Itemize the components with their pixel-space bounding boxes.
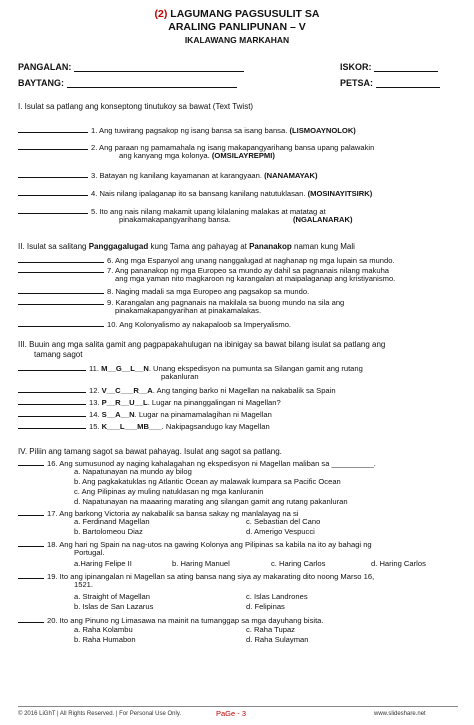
answer-blank[interactable] [18, 396, 86, 405]
answer-blank[interactable] [18, 205, 88, 214]
question-text: 17. Ang barkong Victoria ay nakabalik sa bansa sakay ng manlalayag na si [47, 509, 299, 518]
question-cont: 1521. [74, 580, 94, 589]
option: c. Raha Tupaz [246, 625, 295, 634]
instruction-text: naman kung Mali [291, 242, 355, 251]
question-item [18, 396, 281, 407]
question-text: 5. Ito ang nais nilang makamit upang kilalaning malakas at matatag at [91, 207, 326, 216]
question-number: 13. [89, 398, 102, 407]
instruction-text: II. Isulat sa salitang [18, 242, 89, 251]
question-number: 14. [89, 410, 102, 419]
title-text: LAGUMANG PAGSUSULIT SA [167, 8, 320, 20]
question-item [18, 384, 336, 395]
answer-blank[interactable] [18, 408, 86, 417]
name-field [18, 62, 244, 72]
option: d. Felipinas [246, 602, 285, 611]
footer-divider [18, 706, 458, 707]
date-line[interactable] [376, 78, 440, 88]
option: b. Raha Humabon [74, 635, 136, 644]
option: a.Haring Felipe II [74, 559, 132, 568]
answer-blank[interactable] [18, 362, 86, 371]
scrambled-word: (NANAMAYAK) [264, 171, 318, 180]
question-text: 16. Ang sumusunod ay naging kahalagahan ng ekspedisyon ni Magellan maliban sa __________. [47, 459, 376, 468]
question-item [18, 187, 372, 198]
quarter-label: IKALAWANG MARKAHAN [184, 35, 290, 45]
question-number: 12. [89, 386, 102, 395]
date-label: PETSA: [340, 78, 374, 88]
answer-blank[interactable] [18, 420, 86, 429]
grade-label: BAYTANG: [18, 78, 65, 88]
option: a. Ferdinand Magellan [74, 517, 150, 526]
scrambled-word: (MOSINAYITSIRK) [307, 189, 373, 198]
subject-title: ARALING PANLIPUNAN – V [168, 21, 306, 33]
answer-blank[interactable] [18, 264, 104, 273]
option: c. Ang Pilipinas ay muling natuklasan ng mga kanluranin [74, 487, 264, 496]
scrambled-word: (OMSILAYREPMI) [211, 151, 275, 160]
question-cont: Portugal. [74, 548, 105, 557]
question-item [18, 285, 309, 296]
grade-line[interactable] [67, 78, 237, 88]
question-number: 15. [89, 422, 102, 431]
part3-instruction-cont: tamang sagot [34, 350, 83, 359]
part3-instruction: III. Buuin ang mga salita gamit ang pagpapakahulugan na ibinigay sa bawat bilang isulat sa patlang ang [18, 340, 386, 349]
question-text: ang kanyang mga kolonya. [119, 151, 210, 160]
option: c. Islas Landrones [246, 592, 308, 601]
question-item [18, 169, 318, 180]
option: b. Bartolomeou Diaz [74, 527, 143, 536]
question-text: . Unang ekspedisyon na pumunta sa Silangan gamit ang rutang [148, 364, 363, 373]
score-label: ISKOR: [340, 62, 372, 72]
question-text: 9. Karangalan ang pagnanais na makilala sa buong mundo na sila ang [107, 298, 345, 307]
question-item [18, 614, 324, 625]
keyword: Pananakop [249, 242, 292, 251]
question-text: 10. Ang Kolonyalismo ay nakapaloob sa Imperyalismo. [107, 320, 292, 329]
question-item [18, 124, 356, 135]
option: d. Amerigo Vespucci [246, 527, 315, 536]
option: b. Islas de San Lazarus [74, 602, 154, 611]
answer-blank[interactable] [18, 124, 88, 133]
answer-blank[interactable] [18, 187, 88, 196]
question-text: . Nakipagsandugo kay Magellan [161, 422, 270, 431]
question-text: 19. Ito ang ipinangalan ni Magellan sa ating bansa nang siya ay makarating dito noong Marso 16, [47, 572, 375, 581]
part2-instruction [18, 242, 458, 252]
option: a. Napatunayan na mundo ay bilog [74, 467, 192, 476]
page-number: PaGe - 3 [216, 709, 247, 718]
option: d. Haring Carlos [371, 559, 426, 568]
answer-blank[interactable] [18, 285, 104, 294]
question-text: 6. Ang mga Espanyol ang unang nanggalugad at naghanap ng mga lupain sa mundo. [107, 256, 395, 265]
fill-word: V__C___R__A [101, 386, 153, 395]
question-text: 18. Ang hari ng Spain na nag-utos na gawing Kolonya ang Pilipinas sa kabila na ito ay bahagi ng [47, 540, 372, 549]
question-number: 11. [89, 364, 102, 373]
keyword: Panggagalugad [88, 242, 149, 251]
question-text: pinakamakapangyarihang bansa. [119, 215, 231, 224]
question-text: 8. Naging madali sa mga Europeo ang pagsakop sa mundo. [107, 287, 310, 296]
question-item [18, 570, 374, 581]
score-line[interactable] [374, 62, 438, 72]
answer-blank[interactable] [18, 318, 104, 327]
question-text: 1. Ang tuwirang pagsakop ng isang bansa sa isang bansa. [91, 126, 288, 135]
answer-blank[interactable] [18, 457, 44, 466]
question-text: 2. Ang paraan ng pamamahala ng isang makapangyarihang bansa upang palawakin [91, 143, 375, 152]
answer-blank[interactable] [18, 614, 44, 623]
fill-word: P__R__U__L [101, 398, 148, 407]
date-field [340, 78, 440, 88]
scrambled-word: (NGALANARAK) [293, 215, 353, 224]
answer-blank[interactable] [18, 254, 104, 263]
option: c. Sebastian del Cano [246, 517, 321, 526]
option: b. Haring Manuel [172, 559, 230, 568]
answer-blank[interactable] [18, 384, 86, 393]
question-cont [119, 215, 353, 224]
fill-word: S__A__N [101, 410, 135, 419]
worksheet-title [0, 8, 474, 20]
question-item [18, 408, 272, 419]
answer-blank[interactable] [18, 296, 104, 305]
part1-instruction: I. Isulat sa patlang ang konseptong tinutukoy sa bawat (Text Twist) [18, 102, 254, 111]
question-text: 7. Ang pananakop ng mga Europeo sa mundo ay dahil sa pagnanais nilang makuha [107, 266, 390, 275]
question-cont: ang mga yaman nito magkaroon ng karangalan at maipalaganap ang kristiyanismo. [115, 274, 396, 283]
answer-blank[interactable] [18, 507, 44, 516]
question-item [18, 420, 270, 431]
option: d. Raha Sulayman [246, 635, 309, 644]
scrambled-word: (LISMOAYNOLOK) [289, 126, 356, 135]
question-text: 4. Nais nilang ipalaganap ito sa bansang kanilang natutuklasan. [91, 189, 306, 198]
question-cont [119, 151, 275, 160]
option: c. Haring Carlos [271, 559, 326, 568]
question-item [18, 318, 291, 329]
question-text: . Lugar na pinanggalingan ni Magellan? [147, 398, 281, 407]
answer-blank[interactable] [18, 141, 88, 150]
question-cont: pakanluran [161, 372, 199, 381]
option: b. Ang pagkakatuklas ng Atlantic Ocean ay malawak kumpara sa Pacific Ocean [74, 477, 341, 486]
option: a. Straight of Magellan [74, 592, 150, 601]
footer-url[interactable]: www.slideshare.net [374, 711, 426, 717]
answer-blank[interactable] [18, 169, 88, 178]
score-field [340, 62, 438, 72]
option: a. Raha Kolambu [74, 625, 133, 634]
fill-word: M__G__L__N [101, 364, 149, 373]
answer-blank[interactable] [18, 570, 44, 579]
question-cont: pinakamakapangyarihan at pinakamalakas. [115, 306, 262, 315]
question-text: 20. Ito ang Pinuno ng Limasawa na mainit na tumanggap sa mga dayuhang bisita. [47, 616, 324, 625]
instruction-text: kung Tama ang pahayag at [148, 242, 250, 251]
name-line[interactable] [74, 62, 244, 72]
question-text: . Ang tanging barko ni Magellan na nakabalik sa Spain [152, 386, 336, 395]
name-label: PANGALAN: [18, 62, 72, 72]
question-item [18, 457, 376, 468]
question-text: 3. Batayan ng kanilang kayamanan at karangyaan. [91, 171, 262, 180]
grade-field [18, 78, 237, 88]
option: d. Napatunayan na maaaring marating ang silangan gamit ang rutang pakanluran [74, 497, 348, 506]
question-text: . Lugar na pinamamalagihan ni Magellan [134, 410, 272, 419]
answer-blank[interactable] [18, 538, 44, 547]
part4-instruction: IV. Piliin ang tamang sagot sa bawat pahayag. Isulat ang sagot sa patlang. [18, 447, 282, 456]
quiz-number: (2) [154, 8, 168, 20]
footer-copyright: © 2016 LiGhT | All Rights Reserved. | For Personal Use Only. [18, 711, 182, 717]
question-item [18, 538, 372, 549]
fill-word: K___L___MB___ [101, 422, 162, 431]
